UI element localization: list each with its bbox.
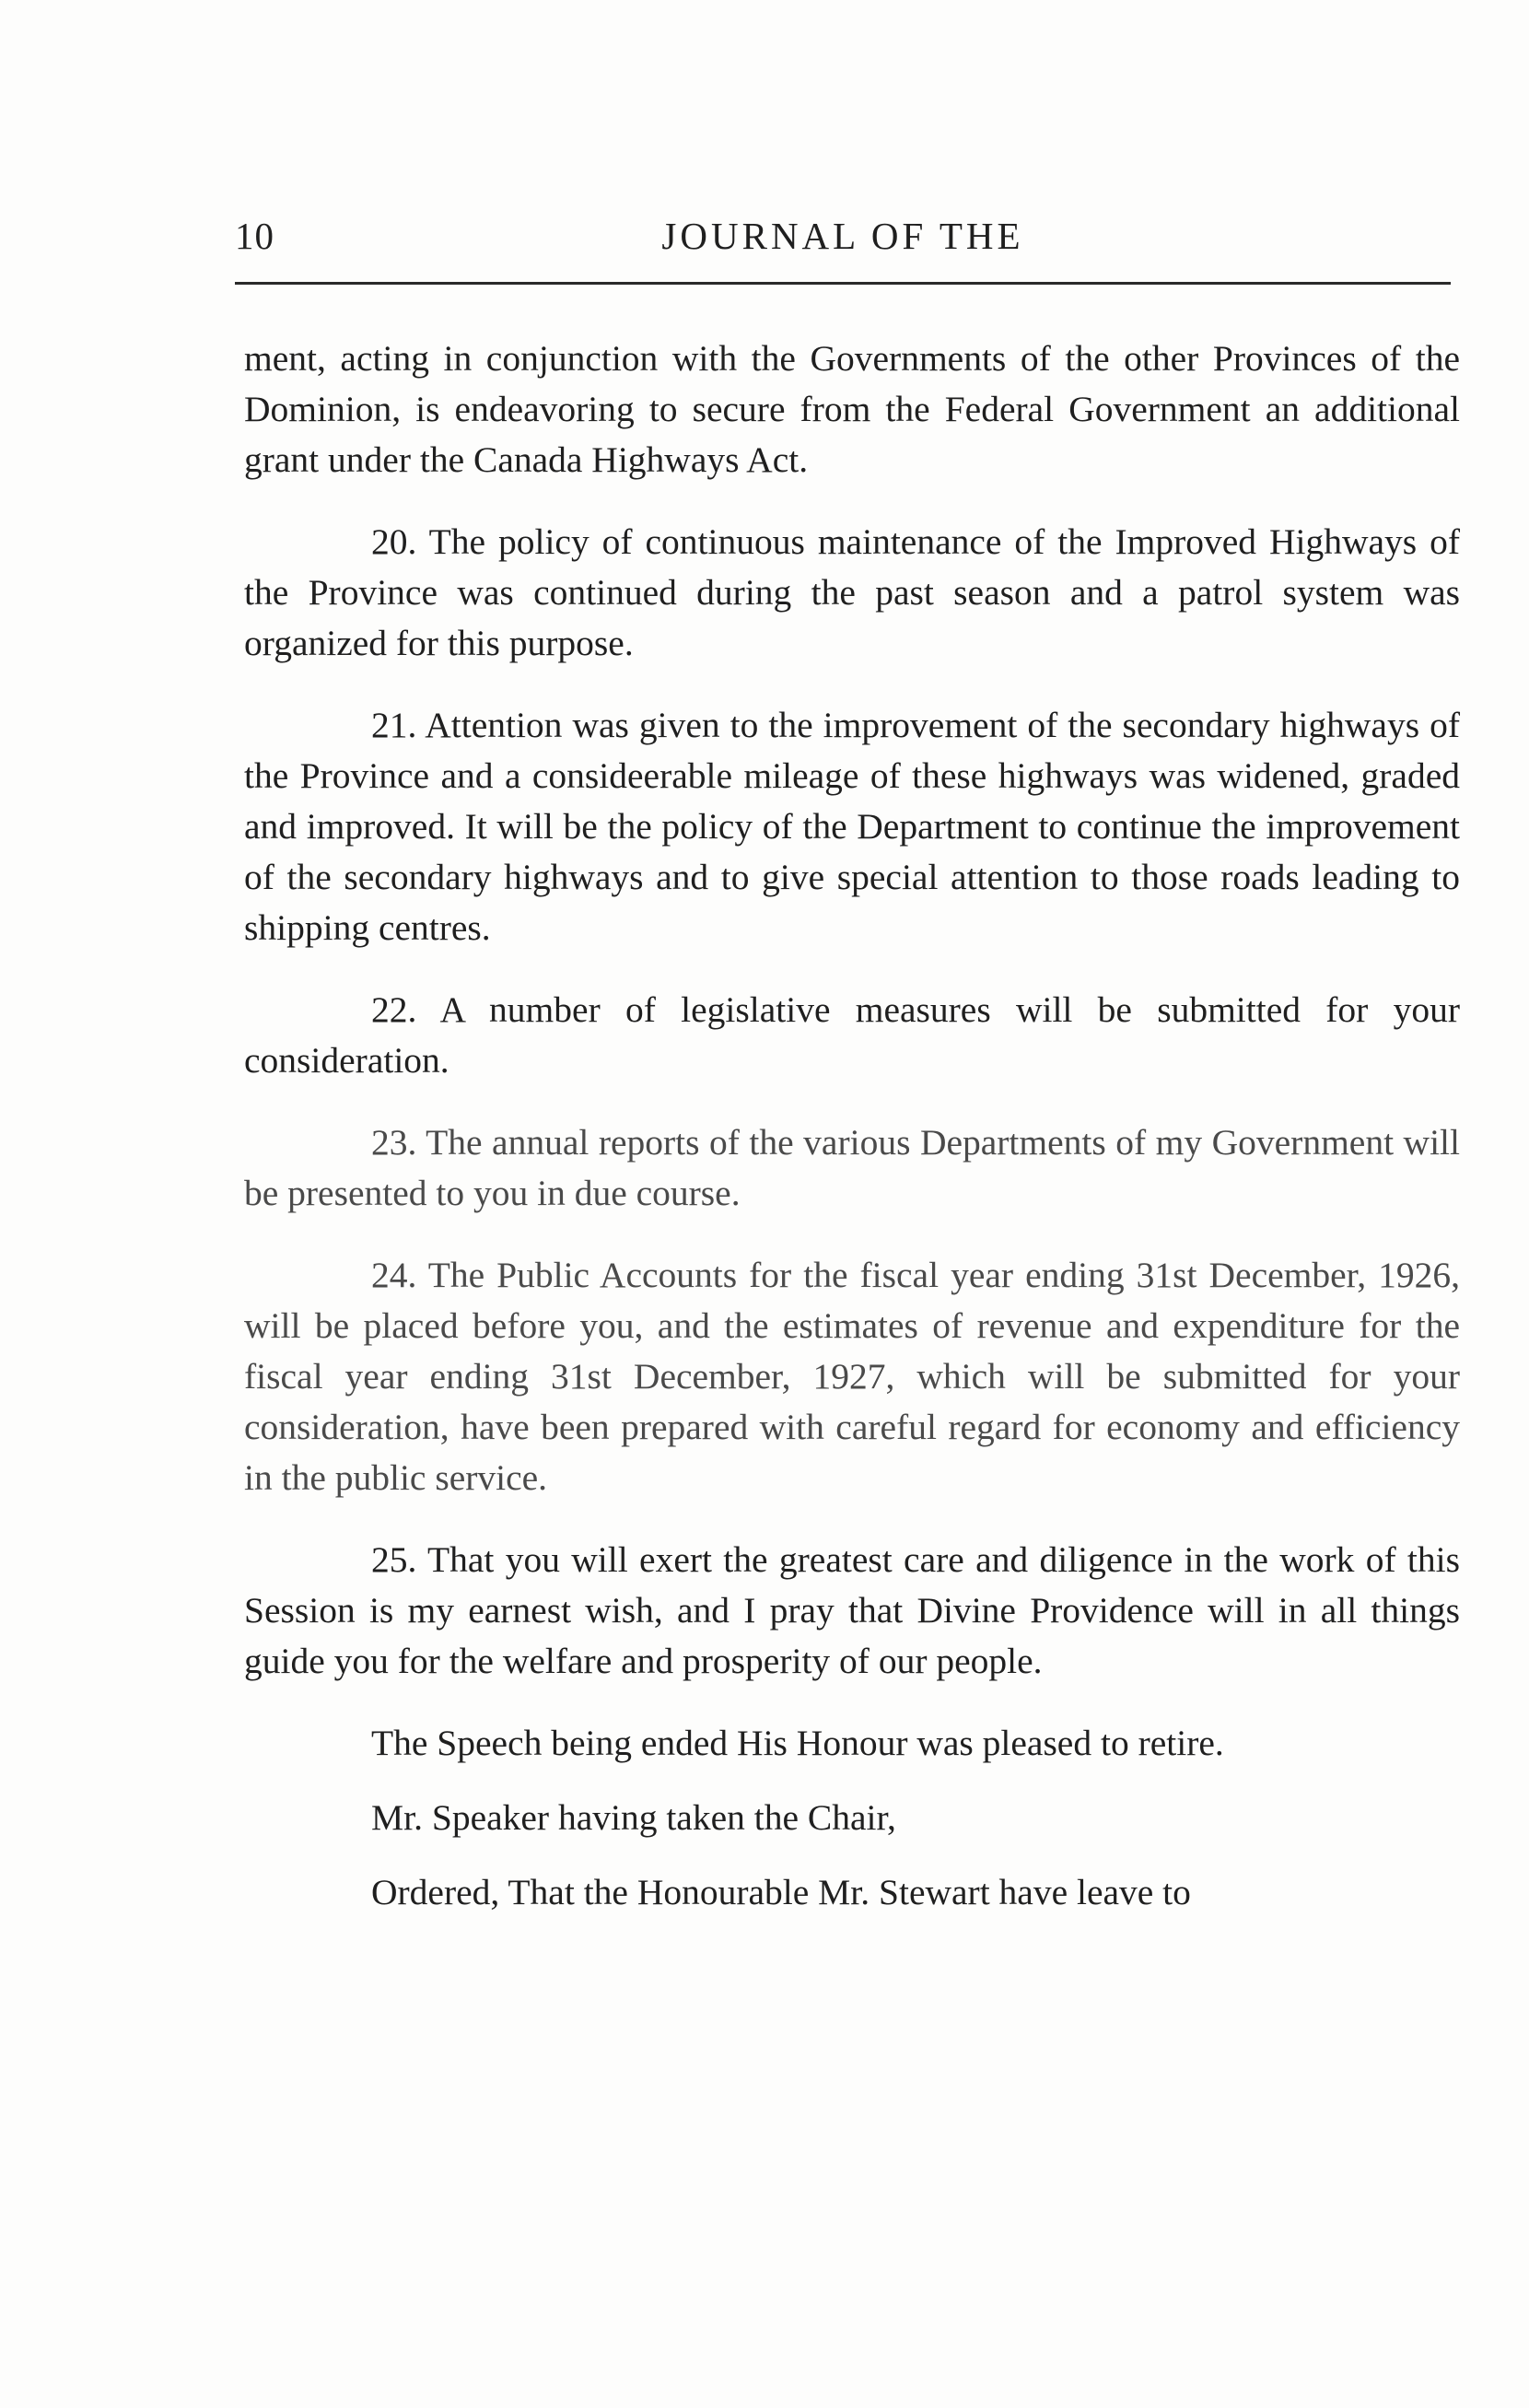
speech-ended-line: The Speech being ended His Honour was pleased to retire. (371, 1723, 1224, 1763)
page-number: 10 (235, 215, 274, 257)
ordered-line: Ordered, That the Honourable Mr. Stewart have leave to (371, 1872, 1191, 1912)
paragraph-21: 21. Attention was given to the improvement of the secondary highways of the Province and a consideerable mileage of these highways was widened, graded and improved. It will be the policy of the Department to continue the improvement of the secondary highways and to give special attention to those roads leading to shipping centres. (244, 705, 1460, 948)
paragraph-20: 20. The policy of continuous maintenance of the Improved Highways of the Province was continued during the past season and a patrol system was organized for this purpose. (244, 521, 1460, 663)
body-text (244, 333, 1460, 1942)
paragraph-25: 25. That you will exert the greatest care and diligence in the work of this Session is my earnest wish, and I pray that Divine Providence will in all things guide you for the welfare and prosperity of our people. (244, 1539, 1460, 1681)
header-rule (235, 282, 1451, 285)
journal-title: JOURNAL OF THE (661, 215, 1024, 257)
running-head (235, 214, 1451, 269)
paragraph-24: 24. The Public Accounts for the fiscal year ending 31st December, 1926, will be placed before you, and the estimates of revenue and expenditure for the fiscal year ending 31st December, 1927, which will be submitted for your consideration, have been prepared with careful regard for economy and efficiency in the public service. (244, 1255, 1460, 1498)
speaker-chair-line: Mr. Speaker having taken the Chair, (371, 1797, 896, 1838)
paragraph-22: 22. A number of legislative measures will be submitted for your consideration. (244, 989, 1460, 1081)
paragraph-23: 23. The annual reports of the various Departments of my Government will be presented to you in due course. (244, 1122, 1460, 1213)
paragraph-continuation: ment, acting in conjunction with the Governments of the other Provinces of the Dominion, is endeavoring to secure from the Federal Government an additional grant under the Canada Highways Act. (244, 338, 1460, 480)
